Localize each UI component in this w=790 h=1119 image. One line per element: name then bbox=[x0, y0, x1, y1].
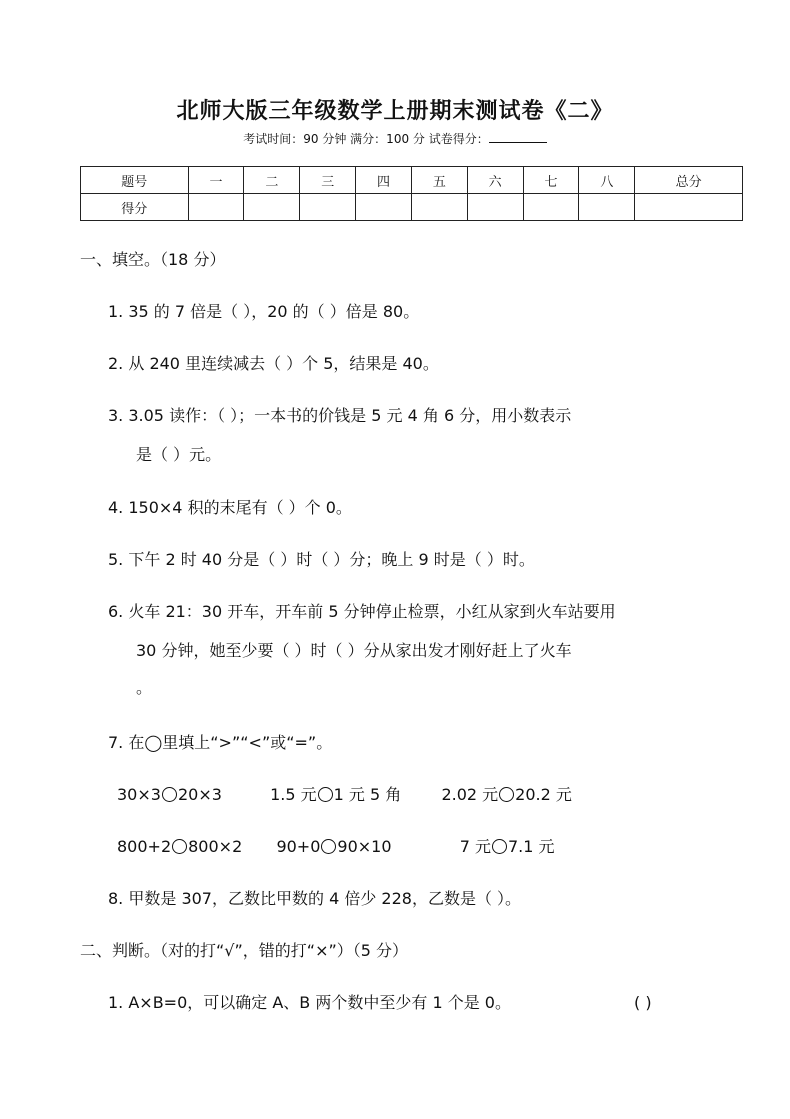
score-input-cell[interactable] bbox=[300, 194, 356, 221]
compare-circle-icon[interactable] bbox=[321, 839, 336, 854]
score-cell: 题号 bbox=[81, 167, 189, 194]
compare-item-6: 7 元 7.1 元 bbox=[459, 837, 555, 856]
score-cell: 八 bbox=[579, 167, 635, 194]
question-6-line2: 30 分钟，她至少要（ ）时（ ）分从家出发才刚好赶上了火车 bbox=[136, 641, 572, 660]
question-6-line1: 6. 火车 21：30 开车，开车前 5 分钟停止检票，小红从家到火车站要用 bbox=[108, 602, 616, 621]
score-input-cell[interactable] bbox=[188, 194, 244, 221]
score-cell: 七 bbox=[523, 167, 579, 194]
score-cell: 五 bbox=[411, 167, 467, 194]
score-table-score-row bbox=[81, 194, 743, 221]
compare-item-2: 1.5 元 1 元 5 角 bbox=[270, 785, 402, 804]
score-cell: 二 bbox=[244, 167, 300, 194]
score-cell: 四 bbox=[356, 167, 412, 194]
score-input-cell[interactable] bbox=[523, 194, 579, 221]
page-title: 北师大版三年级数学上册期末测试卷《二》 bbox=[176, 99, 614, 124]
score-label-cell: 得分 bbox=[81, 194, 189, 221]
score-cell: 一 bbox=[188, 167, 244, 194]
compare-row-2 bbox=[117, 837, 555, 857]
score-input-cell[interactable] bbox=[635, 194, 743, 221]
compare-circle-icon[interactable] bbox=[318, 787, 333, 802]
compare-item-3: 2.02 元 20.2 元 bbox=[441, 785, 572, 804]
question-3-line2: 是（ ）元。 bbox=[136, 445, 222, 464]
question-5: 5. 下午 2 时 40 分是（ ）时（ ）分；晚上 9 时是（ ）时。 bbox=[108, 550, 535, 569]
score-input-cell[interactable] bbox=[356, 194, 412, 221]
score-table-header-row bbox=[81, 167, 743, 194]
question-2: 2. 从 240 里连续减去（ ）个 5，结果是 40。 bbox=[108, 354, 439, 373]
score-input-cell[interactable] bbox=[411, 194, 467, 221]
compare-circle-icon[interactable] bbox=[499, 787, 514, 802]
score-input-cell[interactable] bbox=[244, 194, 300, 221]
section1-heading: 一、填空。（18 分） bbox=[80, 250, 226, 269]
score-cell: 六 bbox=[467, 167, 523, 194]
compare-item-5: 90+0 90×10 bbox=[276, 837, 392, 856]
question-4: 4. 150×4 积的末尾有（ ）个 0。 bbox=[108, 498, 352, 517]
score-input-cell[interactable] bbox=[579, 194, 635, 221]
section2-heading: 二、判断。（对的打“√”，错的打“×”）（5 分） bbox=[80, 941, 409, 960]
score-input-cell[interactable] bbox=[467, 194, 523, 221]
compare-circle-icon[interactable] bbox=[162, 787, 177, 802]
score-cell: 三 bbox=[300, 167, 356, 194]
compare-circle-icon[interactable] bbox=[492, 839, 507, 854]
judge-question-1: 1. A×B=0，可以确定 A、B 两个数中至少有 1 个是 0。 bbox=[108, 993, 511, 1012]
question-7: 7. 在◯里填上“>”“<”或“=”。 bbox=[108, 733, 333, 752]
question-3-line1: 3. 3.05 读作：（ ）；一本书的价钱是 5 元 4 角 6 分，用小数表示 bbox=[108, 406, 572, 425]
compare-item-1: 30×3 20×3 bbox=[117, 785, 222, 804]
score-cell: 总分 bbox=[635, 167, 743, 194]
judge-answer-paren[interactable]: ( ) bbox=[634, 993, 652, 1012]
score-blank bbox=[489, 131, 547, 143]
compare-circle-icon[interactable] bbox=[172, 839, 187, 854]
question-1: 1. 35 的 7 倍是（ ），20 的（ ）倍是 80。 bbox=[108, 302, 420, 321]
question-8: 8. 甲数是 307，乙数比甲数的 4 倍少 228，乙数是（ ）。 bbox=[108, 889, 522, 908]
exam-info-text: 考试时间：90 分钟 满分：100 分 试卷得分： bbox=[243, 132, 489, 146]
compare-row-1 bbox=[117, 785, 572, 805]
score-table bbox=[80, 166, 743, 221]
question-6-line3: 。 bbox=[136, 678, 153, 697]
compare-item-4: 800+2 800×2 bbox=[117, 837, 243, 856]
exam-info bbox=[0, 130, 790, 147]
